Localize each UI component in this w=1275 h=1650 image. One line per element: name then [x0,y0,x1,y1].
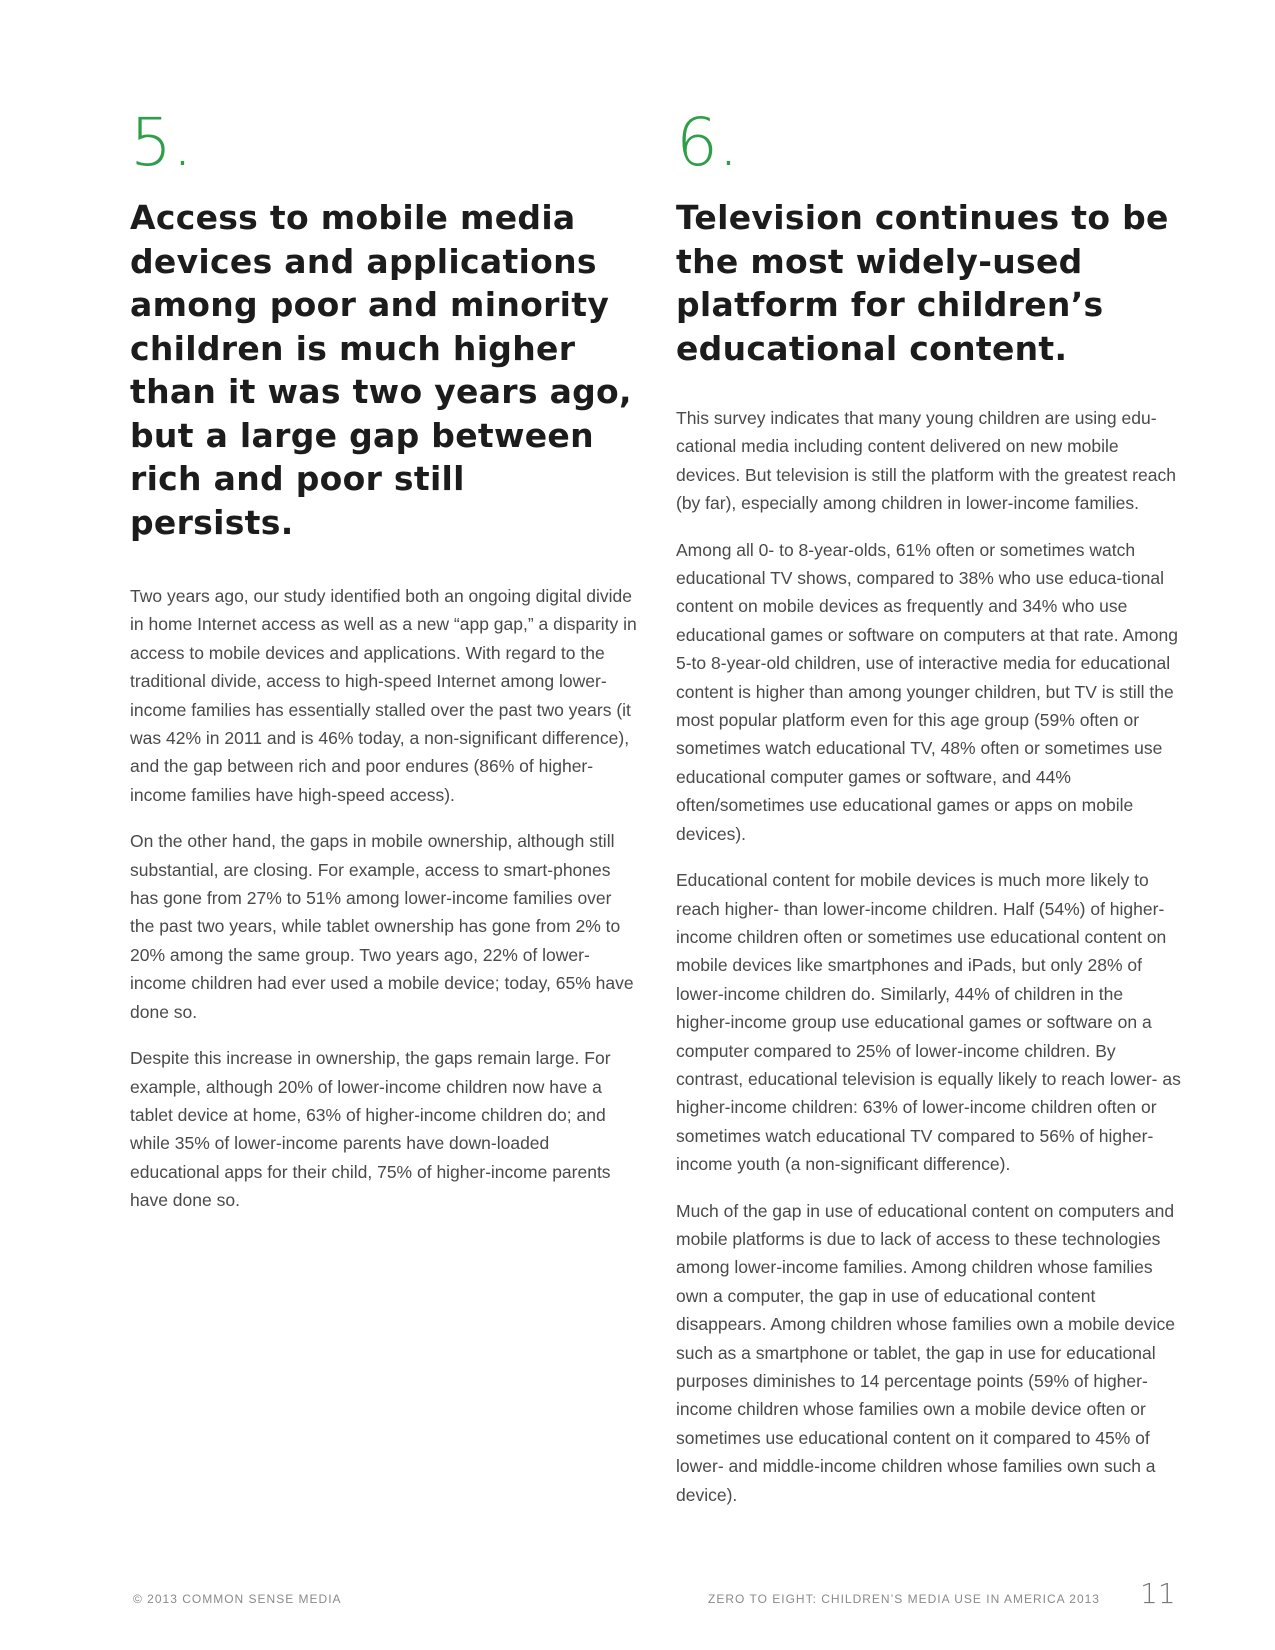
body-paragraph: Despite this increase in ownership, the gaps remain large. For example, although 20% of lower-income children now have a tablet device at home, 63% of higher-income children do; and while 35% of lower-income parents have down-loaded educational apps for their child, 75% of higher-income parents have done so. [130,1048,611,1211]
body-paragraph: Much of the gap in use of educational content on computers and mobile platforms is due to lack of access to these technologies among lower-income families. Among children whose families own a computer, the gap in use of educational content disappears. Among children whose families own a mobile device such as a smartphone or tablet, the gap in use for educational purposes diminishes to 14 percentage points (59% of higher-income children whose families own a mobile device often or sometimes use educational content on it compared to 45% of lower- and middle-income children whose families own such a device). [676,1200,1176,1505]
section-number: 5. [130,104,193,181]
section-number: 6. [676,104,739,181]
left-column [130,100,640,1233]
footer-copyright: © 2013 COMMON SENSE MEDIA [133,1592,342,1606]
footer-report-title: ZERO TO EIGHT: CHILDREN’S MEDIA USE IN AMERICA 2013 [708,1592,1100,1606]
body-paragraph: Educational content for mobile devices is much more likely to reach higher- than lower-income children. Half (54%) of higher-income children often or sometimes use educational content on mobile devices like smartphones and iPads, but only 28% of lower-income children do. Similarly, 44% of children in the higher-income group use educational games or software on a computer compared to 25% of lower-income children. By contrast, educational television is equally likely to reach lower- as higher-income children: 63% of lower-income children often or sometimes watch educational TV compared to 56% of higher-income youth (a non-significant difference). [676,870,1181,1175]
body-paragraph: Among all 0- to 8-year-olds, 61% often or sometimes watch educational TV shows, compared to 38% who use educa-tional content on mobile devices as frequently and 34% who use educational games or software on computers at that rate. Among 5-to 8-year-old children, use of interactive media for educational content is higher than among younger children, but TV is still the most popular platform even for this age group (59% often or sometimes watch educational TV, 48% often or sometimes use educational computer games or software, and 44% often/sometimes use educational games or apps on mobile devices). [676,539,1178,844]
section-heading: Access to mobile media devices and applications among poor and minority children is much higher than it was two years ago, but a large gap between rich and poor still persists. [130,198,632,542]
body-paragraph: Two years ago, our study identified both an ongoing digital divide in home Internet access as well as a new “app gap,” a disparity in access to mobile devices and applications. With regard to the traditional divide, access to high-speed Internet among lower-income families has essentially stalled over the past two years (it was 42% in 2011 and is 46% today, a non-significant difference), and the gap between rich and poor endures (86% of higher-income families have high-speed access). [130,586,637,805]
section-heading: Television continues to be the most widely-used platform for children’s educational content. [676,198,1169,368]
body-paragraph: This survey indicates that many young children are using edu-cational media including content delivered on new mobile devices. But television is still the platform with the greatest reach (by far), especially among children in lower-income families. [676,408,1176,514]
body-paragraph: On the other hand, the gaps in mobile ownership, although still substantial, are closing. For example, access to smart-phones has gone from 27% to 51% among lower-income families over the past two years, while tablet ownership has gone from 2% to 20% among the same group. Two years ago, 22% of lower-income children had ever used a mobile device; today, 65% have done so. [130,831,634,1022]
right-column [676,100,1181,1527]
page-number: 11 [1140,1577,1176,1610]
